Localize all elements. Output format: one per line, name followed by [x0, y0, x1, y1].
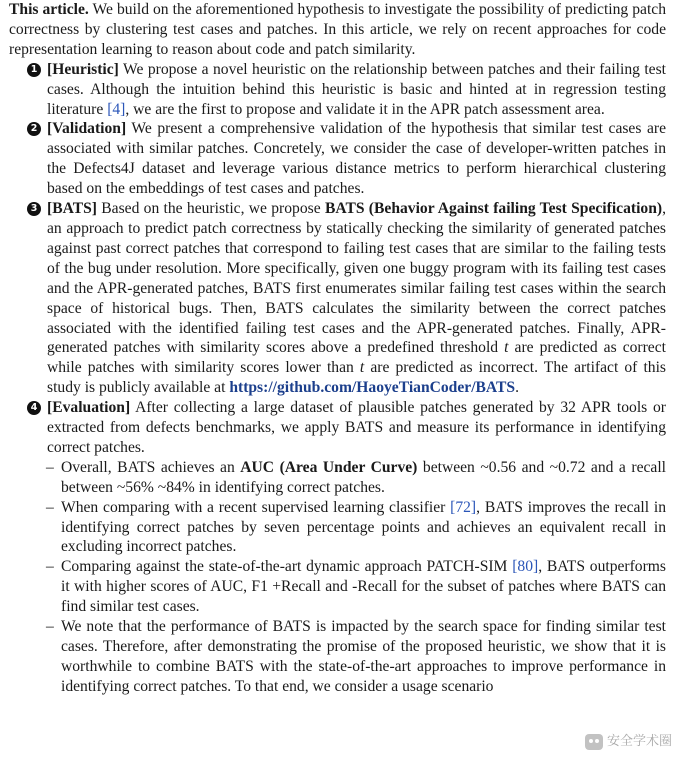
- watermark-text: 安全学术圈: [606, 734, 672, 750]
- contribution-validation: [9, 119, 666, 199]
- threshold-variable: t: [359, 359, 365, 377]
- list-item: [46, 557, 666, 617]
- auc-term: AUC (Area Under Curve): [240, 458, 418, 476]
- list-item: [46, 617, 666, 697]
- contribution-label: [Evaluation]: [47, 399, 131, 417]
- paper-page: [9, 0, 666, 697]
- contribution-text: Based on the heuristic, we propose: [96, 200, 325, 218]
- contribution-text: We propose a novel heuristic on the relationship between patches and their failing test cases. Although the intuition behind this heuristic is basic and hinted at in regression testing literature: [47, 60, 666, 118]
- number-marker: 1: [27, 63, 41, 77]
- contribution-evaluation: [9, 398, 666, 458]
- wechat-icon: [585, 734, 603, 750]
- contribution-text: , an approach to predict patch correctness by statically checking the similarity of generated patches against past correct patches that correspond to failing test cases that are similar to the failing tests of the bug under resolution. More specifically, given one buggy program with its failing test cases and the APR-generated patches, BATS first enumerates similar failing test cases within the search space of historical bugs. Then, BATS calculates the similarity between the correct patches associated with the identified failing test cases and the APR-generated patches. Finally, APR-generated patches with similarity scores above a predefined threshold: [47, 200, 666, 357]
- list-item: [46, 458, 666, 498]
- watermark: [585, 732, 672, 752]
- dash-marker: –: [46, 498, 54, 516]
- contribution-bats: [9, 199, 666, 398]
- contribution-label: [Validation]: [47, 120, 127, 138]
- evaluation-list: [9, 458, 666, 697]
- number-marker: 2: [27, 122, 41, 136]
- contribution-label: [Heuristic]: [47, 60, 119, 78]
- intro-text: We build on the aforementioned hypothesis to investigate the possibility of predicting patch correctness by clustering test cases and patches. In this article, we rely on recent approaches for code representation learning to reason about code and patch similarity.: [9, 1, 666, 58]
- item-text: Overall, BATS achieves an: [61, 458, 241, 476]
- contribution-text: .: [515, 379, 520, 397]
- contribution-text: are predicted as incorrect. The artifact of this study is publicly available at: [47, 359, 666, 397]
- item-text: When comparing with a recent supervised learning classifier: [61, 498, 451, 516]
- dash-marker: –: [46, 618, 54, 636]
- bats-name: BATS (Behavior Against failing Test Specification): [324, 200, 663, 218]
- item-text: , BATS outperforms it with higher scores of AUC, F1 +Recall and -Recall for the subset of patches where BATS can find similar test cases.: [61, 558, 666, 616]
- dash-marker: –: [46, 558, 54, 576]
- contribution-label: [BATS]: [47, 200, 97, 218]
- contribution-text: We present a comprehensive validation of the hypothesis that similar test cases are associated with similar patches. Concretely, we consider the case of developer-written patches in the Defects4J dataset and leverage various distance metrics to perform hierarchical clustering based on the embeddings of test cases and patches.: [47, 120, 666, 198]
- list-item: [46, 498, 667, 558]
- citation-link[interactable]: [72]: [450, 498, 477, 516]
- contribution-heuristic: [9, 60, 666, 120]
- dash-marker: –: [46, 458, 54, 476]
- contribution-text: After collecting a large dataset of plausible patches generated by 32 APR tools or extracted from defects benchmarks, we apply BATS and measure its performance in identifying correct patches.: [47, 399, 666, 456]
- item-text: Comparing against the state-of-the-art dynamic approach PATCH-SIM: [61, 558, 513, 576]
- item-text: We note that the performance of BATS is impacted by the search space for finding similar test cases. Therefore, after demonstrating the promise of the proposed heuristic, we show that it is worthwhile to combine BATS with the state-of-the-art approaches to improve performance in identifying correct patches. To that end, we consider a usage scenario: [61, 618, 666, 695]
- contribution-text: are predicted as correct while patches with similarity scores lower than: [47, 339, 666, 377]
- number-marker: 4: [27, 401, 41, 415]
- citation-link[interactable]: [80]: [512, 558, 539, 576]
- number-marker: 3: [27, 202, 41, 216]
- threshold-variable: t: [504, 339, 509, 357]
- artifact-link[interactable]: https://github.com/HaoyeTianCoder/BATS: [229, 379, 516, 397]
- intro-lead: This article.: [9, 1, 89, 18]
- contribution-text: , we are the first to propose and validate it in the APR patch assessment area.: [125, 100, 605, 118]
- item-text: between ~0.56 and ~0.72 and a recall between ~56% ~84% in identifying correct patches.: [61, 458, 666, 496]
- citation-link[interactable]: [4]: [107, 100, 126, 118]
- item-text: , BATS improves the recall in identifying correct patches by seven percentage points and achieves an equivalent recall in excluding incorrect patches.: [61, 498, 667, 556]
- intro-paragraph: [9, 0, 666, 60]
